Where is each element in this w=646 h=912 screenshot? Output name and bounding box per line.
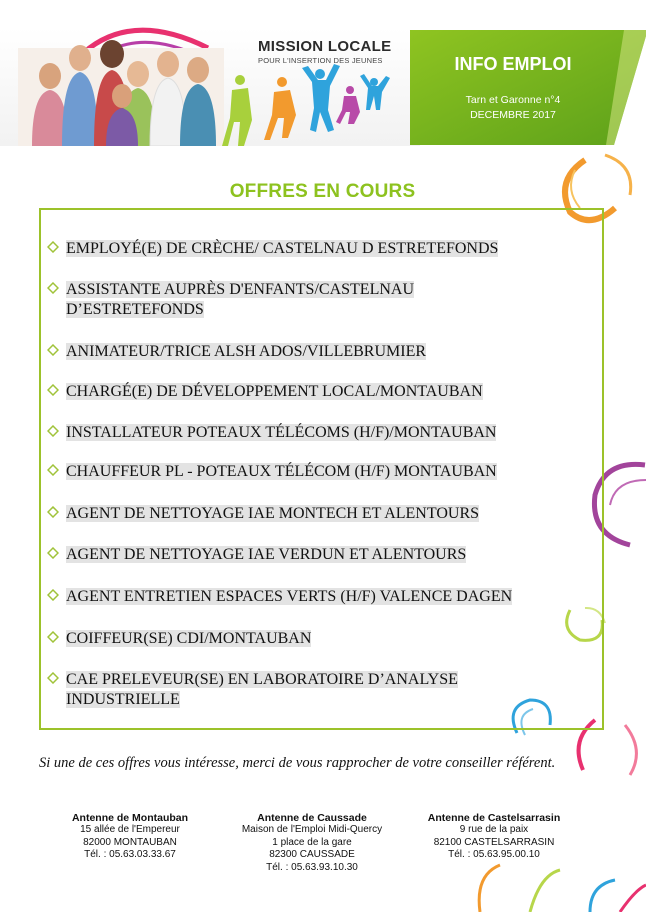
antenna-name: Antenne de Castelsarrasin: [427, 812, 561, 824]
list-item[interactable]: [47, 462, 587, 482]
offer-title: ANIMATEUR/TRICE ALSH ADOS/VILLEBRUMIER: [66, 343, 427, 360]
list-item[interactable]: [47, 280, 587, 320]
antenna-phone: Tél. : 05.63.03.33.67: [84, 849, 176, 861]
antenna-castelsarrasin: [404, 812, 584, 862]
antenna-caussade: [222, 812, 402, 874]
diamond-bullet-icon: [47, 631, 59, 643]
antenna-city: 82100 CASTELSARRASIN: [433, 836, 555, 848]
antenna-city: 82300 CAUSSADE: [269, 849, 355, 861]
list-item[interactable]: [47, 342, 587, 362]
antenna-phone: Tél. : 05.63.95.00.10: [448, 849, 540, 861]
section-title: OFFRES EN COURS: [229, 181, 416, 202]
antenna-city: 82000 MONTAUBAN: [83, 836, 177, 848]
diamond-bullet-icon: [47, 672, 59, 684]
antenna-montauban: [40, 812, 220, 862]
offer-title: ASSISTANTE AUPRÈS D'ENFANTS/CASTELNAU D’ESTRETEFONDS: [66, 281, 415, 318]
banner-title: INFO EMPLOI: [454, 54, 572, 74]
diamond-bullet-icon: [47, 464, 59, 476]
diamond-bullet-icon: [47, 425, 59, 437]
org-subtitle: POUR L'INSERTION DES JEUNES: [258, 56, 383, 65]
antenna-address: 9 rue de la paix: [459, 824, 529, 836]
diamond-bullet-icon: [47, 282, 59, 294]
diamond-bullet-icon: [47, 384, 59, 396]
banner-date: DECEMBRE 2017: [470, 109, 556, 121]
contact-note: Si une de ces offres vous intéresse, merci de vous rapprocher de votre conseiller référent.: [39, 755, 556, 771]
antenna-name: Antenne de Montauban: [71, 812, 189, 824]
diamond-bullet-icon: [47, 547, 59, 559]
diamond-bullet-icon: [47, 241, 59, 253]
jumping-figures-illustration: [222, 60, 402, 146]
offer-title: AGENT ENTRETIEN ESPACES VERTS (H/F) VALENCE DAGEN: [66, 588, 513, 605]
list-item[interactable]: [47, 629, 587, 649]
list-item[interactable]: [47, 670, 587, 710]
banner-issue: Tarn et Garonne n°4: [465, 94, 561, 106]
offer-title: EMPLOYÉ(E) DE CRÈCHE/ CASTELNAU D ESTRETEFONDS: [66, 240, 499, 257]
diamond-bullet-icon: [47, 344, 59, 356]
diamond-bullet-icon: [47, 589, 59, 601]
group-photo: [18, 18, 224, 146]
list-item[interactable]: [47, 423, 587, 443]
list-item[interactable]: [47, 239, 587, 259]
offer-title: CHARGÉ(E) DE DÉVELOPPEMENT LOCAL/MONTAUBAN: [66, 383, 483, 400]
info-emploi-banner: [410, 30, 646, 145]
list-item[interactable]: [47, 545, 587, 565]
antenna-address: 1 place de la gare: [272, 836, 352, 848]
header: [0, 0, 646, 146]
antenna-name: Antenne de Caussade: [257, 812, 367, 824]
antenna-building: Maison de l'Emploi Midi-Quercy: [241, 824, 383, 836]
offer-title: CAE PRELEVEUR(SE) EN LABORATOIRE D’ANALYSE INDUSTRIELLE: [66, 671, 458, 708]
list-item[interactable]: [47, 587, 587, 607]
org-title: MISSION LOCALE: [258, 38, 392, 55]
offers-box: [39, 208, 604, 730]
list-item[interactable]: [47, 504, 587, 524]
antenna-phone: Tél. : 05.63.93.10.30: [266, 861, 358, 873]
offer-title: COIFFEUR(SE) CDI/MONTAUBAN: [66, 630, 312, 647]
list-item[interactable]: [47, 382, 587, 402]
offer-title: CHAUFFEUR PL - POTEAUX TÉLÉCOM (H/F) MONTAUBAN: [66, 463, 497, 480]
diamond-bullet-icon: [47, 506, 59, 518]
antenna-address: 15 allée de l'Empereur: [80, 824, 180, 836]
offer-title: AGENT DE NETTOYAGE IAE VERDUN ET ALENTOURS: [66, 546, 467, 563]
offer-title: INSTALLATEUR POTEAUX TÉLÉCOMS (H/F)/MONTAUBAN: [66, 424, 497, 441]
offer-title: AGENT DE NETTOYAGE IAE MONTECH ET ALENTOURS: [66, 505, 480, 522]
